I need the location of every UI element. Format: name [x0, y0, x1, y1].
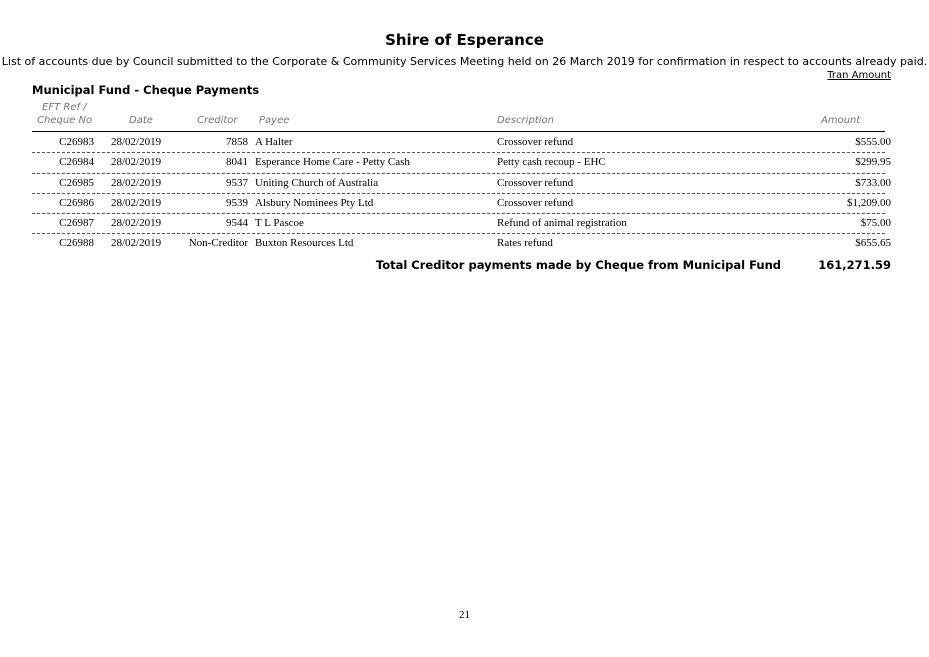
payee-name: T L Pascoe [255, 217, 304, 230]
payment-amount: $75.00 [860, 217, 891, 230]
payee-name: Alsbury Nominees Pty Ltd [255, 196, 374, 209]
header-rule [32, 131, 885, 132]
header-payee: Payee [259, 115, 290, 126]
payment-date: 28/02/2019 [111, 176, 162, 189]
total-label: Total Creditor payments made by Cheque from Municipal Fund [375, 258, 781, 272]
cheque-number: C26984 [59, 156, 94, 169]
header-date: Date [129, 115, 153, 126]
cheque-number: C26985 [59, 176, 94, 189]
cheque-payments-table [0, 133, 929, 255]
creditor-id: Non-Creditor [188, 237, 248, 250]
page-number: 21 [459, 609, 470, 621]
creditor-id: 9539 [226, 196, 248, 209]
payment-amount: $1,209.00 [847, 196, 891, 209]
header-cheque-line1: EFT Ref / [42, 102, 87, 113]
payment-description: Crossover refund [497, 136, 574, 148]
payment-amount: $733.00 [855, 176, 891, 189]
table-row [0, 234, 929, 254]
payment-amount: $655.65 [855, 237, 891, 250]
creditor-id: 8041 [226, 156, 248, 169]
tran-amount-label: Tran Amount [827, 70, 891, 81]
table-row [0, 133, 929, 153]
header-creditor: Creditor [197, 115, 238, 126]
payment-description: Petty cash recoup - EHC [497, 156, 606, 169]
section-title: Municipal Fund - Cheque Payments [32, 83, 260, 97]
payee-name: Buxton Resources Ltd [255, 237, 354, 250]
table-row [0, 214, 929, 234]
payment-date: 28/02/2019 [111, 237, 162, 250]
payment-date: 28/02/2019 [111, 156, 162, 169]
cheque-number: C26983 [59, 136, 94, 148]
payment-amount: $299.95 [855, 156, 891, 169]
payment-amount: $555.00 [855, 136, 891, 148]
creditor-id: 9537 [226, 176, 248, 189]
header-description: Description [497, 115, 554, 126]
payee-name: A Halter [255, 136, 293, 148]
cheque-number: C26987 [59, 217, 94, 230]
table-row [0, 174, 929, 194]
header-amount: Amount [821, 115, 861, 126]
payment-description: Refund of animal registration [497, 217, 627, 230]
payment-description: Crossover refund [497, 196, 574, 209]
payment-date: 28/02/2019 [111, 217, 162, 230]
payment-date: 28/02/2019 [111, 136, 162, 148]
payee-name: Esperance Home Care - Petty Cash [255, 156, 410, 169]
table-row [0, 153, 929, 173]
cheque-number: C26986 [59, 196, 94, 209]
cheque-number: C26988 [59, 237, 94, 250]
creditor-id: 7858 [226, 136, 248, 148]
payment-description: Crossover refund [497, 176, 574, 189]
total-value: 161,271.59 [818, 258, 891, 272]
payment-description: Rates refund [497, 237, 553, 250]
payment-date: 28/02/2019 [111, 196, 162, 209]
table-row [0, 194, 929, 214]
document-title: Shire of Esperance [385, 31, 544, 49]
header-cheque-line2: Cheque No [37, 115, 93, 126]
payee-name: Uniting Church of Australia [255, 176, 379, 189]
document-subtitle: List of accounts due by Council submitted to the Corporate & Community Services Meeting held on 26 March 2019 for confirmation in respect to accounts already paid. [1, 55, 928, 68]
creditor-id: 9544 [226, 217, 248, 230]
